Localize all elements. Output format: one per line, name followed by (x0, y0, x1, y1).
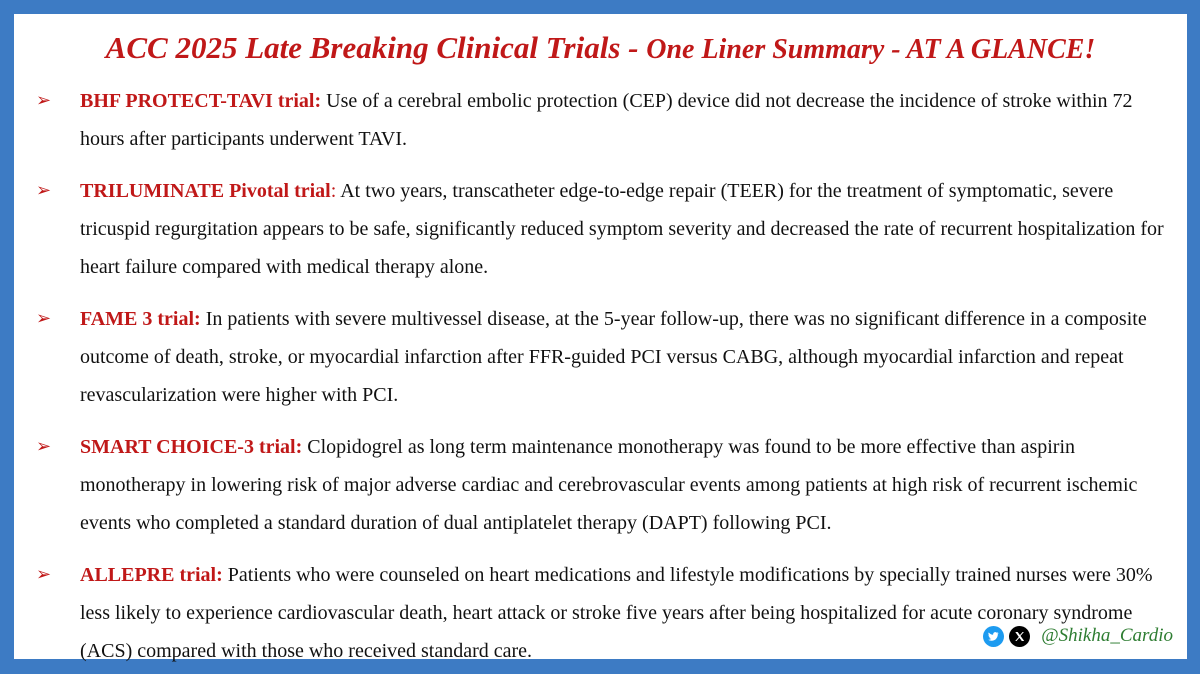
trial-summary: Patients who were counseled on heart medications and lifestyle modifications by specially trained nurses were 30% less likely to experience cardiovascular death, heart attack or stroke five years after being hospitalized for acute coronary syndrome (ACS) compared with those who received standard care. (80, 564, 1153, 662)
trial-item-bhf-protect-tavi (36, 82, 1164, 158)
author-footer (983, 625, 1173, 647)
page-title (14, 30, 1187, 66)
trial-item-smart-choice-3 (36, 428, 1164, 542)
author-handle: @Shikha_Cardio (1041, 625, 1173, 646)
trial-name: ALLEPRE trial: (80, 564, 223, 586)
arrow-bullet-icon: ➢ (36, 180, 52, 201)
trial-name: TRILUMINATE Pivotal trial (80, 180, 331, 202)
arrow-bullet-icon: ➢ (36, 90, 52, 111)
slide-card (14, 14, 1187, 662)
twitter-bird-icon (983, 626, 1004, 647)
trial-list (36, 82, 1164, 670)
trial-summary: Clopidogrel as long term maintenance monotherapy was found to be more effective than aspirin monotherapy in lowering risk of major adverse cardiac and cerebrovascular events among patients at high risk of recurrent ischemic events who completed a standard duration of dual antiplatelet therapy (DAPT) following PCI. (80, 436, 1138, 534)
title-main: ACC 2025 Late Breaking Clinical Trials (105, 30, 621, 65)
arrow-bullet-icon: ➢ (36, 308, 52, 329)
trial-name: FAME 3 trial: (80, 308, 201, 330)
title-separator: - (620, 30, 647, 65)
trial-summary: Use of a cerebral embolic protection (CEP) device did not decrease the incidence of stroke within 72 hours after participants underwent TAVI. (80, 90, 1133, 150)
trial-name: BHF PROTECT-TAVI trial: (80, 90, 322, 112)
trial-name-colon: : (330, 180, 337, 202)
x-logo-icon (1009, 626, 1030, 647)
trial-summary: In patients with severe multivessel disease, at the 5-year follow-up, there was no significant difference in a composite outcome of death, stroke, or myocardial infarction after FFR-guided PCI versus CABG, although myocardial infarction and repeat revascularization were higher with PCI. (80, 308, 1147, 406)
arrow-bullet-icon: ➢ (36, 564, 52, 585)
trial-item-fame-3 (36, 300, 1164, 414)
trial-name: SMART CHOICE-3 trial: (80, 436, 303, 458)
trial-item-allepre (36, 556, 1164, 670)
arrow-bullet-icon: ➢ (36, 436, 52, 457)
title-subtitle: One Liner Summary - AT A GLANCE! (646, 34, 1096, 65)
trial-summary: At two years, transcatheter edge-to-edge repair (TEER) for the treatment of symptomatic, severe tricuspid regurgitation appears to be safe, significantly reduced symptom severity and decreased the rate of recurrent hospitalization for heart failure compared with medical therapy alone. (80, 180, 1164, 278)
trial-item-triluminate (36, 172, 1164, 286)
